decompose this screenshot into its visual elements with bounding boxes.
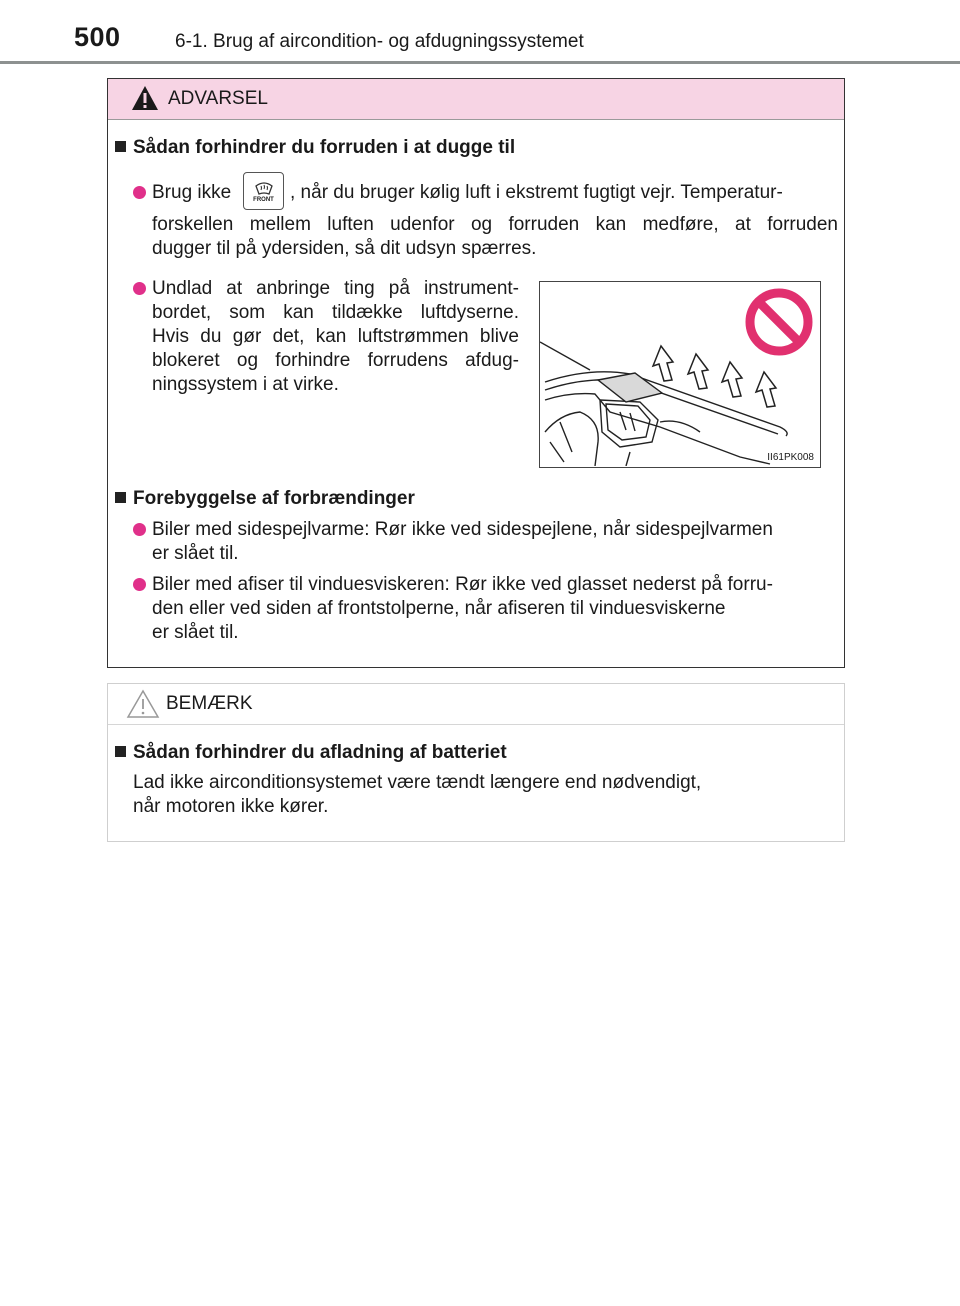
notice-text: når motoren ikke kører. xyxy=(133,796,329,817)
notice-header xyxy=(108,684,844,725)
bullet-dot-icon xyxy=(133,186,146,199)
front-button-label: FRONT xyxy=(253,196,274,203)
prohibition-icon xyxy=(750,293,808,351)
bullet-text-end: , når du bruger kølig luft i ekstremt fugtigt vejr. Temperatur- xyxy=(290,182,783,203)
airflow-arrow-icon xyxy=(756,372,776,407)
airflow-arrow-icon xyxy=(688,354,708,389)
dashboard-drawing xyxy=(540,282,819,466)
section-square-icon xyxy=(115,746,126,757)
bullet-dot-icon xyxy=(133,578,146,591)
bullet-text: Undlad at anbringe ting på instrument- xyxy=(152,278,519,299)
notice-text: Lad ikke airconditionsystemet være tændt længere end nødvendigt, xyxy=(133,772,702,793)
notice-triangle-icon xyxy=(126,689,160,719)
section-heading-fog: Sådan forhindrer du forruden i at dugge til xyxy=(133,137,516,158)
bullet-text: den eller ved siden af frontstolperne, når afiseren til vinduesviskerne xyxy=(152,598,726,619)
bullet-text: bordet, som kan tildække luftdyserne. xyxy=(152,302,519,323)
front-defroster-icon xyxy=(254,180,274,196)
airflow-arrow-icon xyxy=(653,346,673,381)
illustration-code: II61PK008 xyxy=(767,452,814,463)
bullet-dot-icon xyxy=(133,523,146,536)
warning-label: ADVARSEL xyxy=(168,88,268,109)
notice-label: BEMÆRK xyxy=(166,693,253,714)
section-heading-battery: Sådan forhindrer du afladning af batteriet xyxy=(133,742,507,763)
airflow-arrow-icon xyxy=(722,362,742,397)
bullet-text: ningssystem i at virke. xyxy=(152,374,339,395)
page-number: 500 xyxy=(74,22,121,52)
bullet-text: er slået til. xyxy=(152,543,239,564)
bullet-text: Hvis du gør det, kan luftstrømmen blive xyxy=(152,326,519,347)
bullet-text-start: Brug ikke xyxy=(152,182,232,203)
bullet-text-line3: dugger til på ydersiden, så dit udsyn spærres. xyxy=(152,238,537,259)
bullet-dot-icon xyxy=(133,282,146,295)
warning-header xyxy=(108,79,844,120)
section-heading-burns: Forebyggelse af forbrændinger xyxy=(133,488,415,509)
warning-triangle-icon xyxy=(131,85,159,111)
front-defroster-button-icon xyxy=(243,172,284,210)
bullet-text: Biler med sidespejlvarme: Rør ikke ved sidespejlene, når sidespejlvarmen xyxy=(152,519,773,540)
bullet-text: blokeret og forhindre forrudens afdug- xyxy=(152,350,519,371)
section-square-icon xyxy=(115,141,126,152)
bullet-text: er slået til. xyxy=(152,622,239,643)
bullet-text-line2: forskellen mellem luften udenfor og forruden kan medføre, at forruden xyxy=(152,214,838,235)
section-title: 6-1. Brug af aircondition- og afdugningssystemet xyxy=(175,31,584,52)
section-square-icon xyxy=(115,492,126,503)
bullet-text: Biler med afiser til vinduesviskeren: Rør ikke ved glasset nederst på forru- xyxy=(152,574,773,595)
header-rule xyxy=(0,61,960,64)
dashboard-illustration xyxy=(539,281,821,468)
